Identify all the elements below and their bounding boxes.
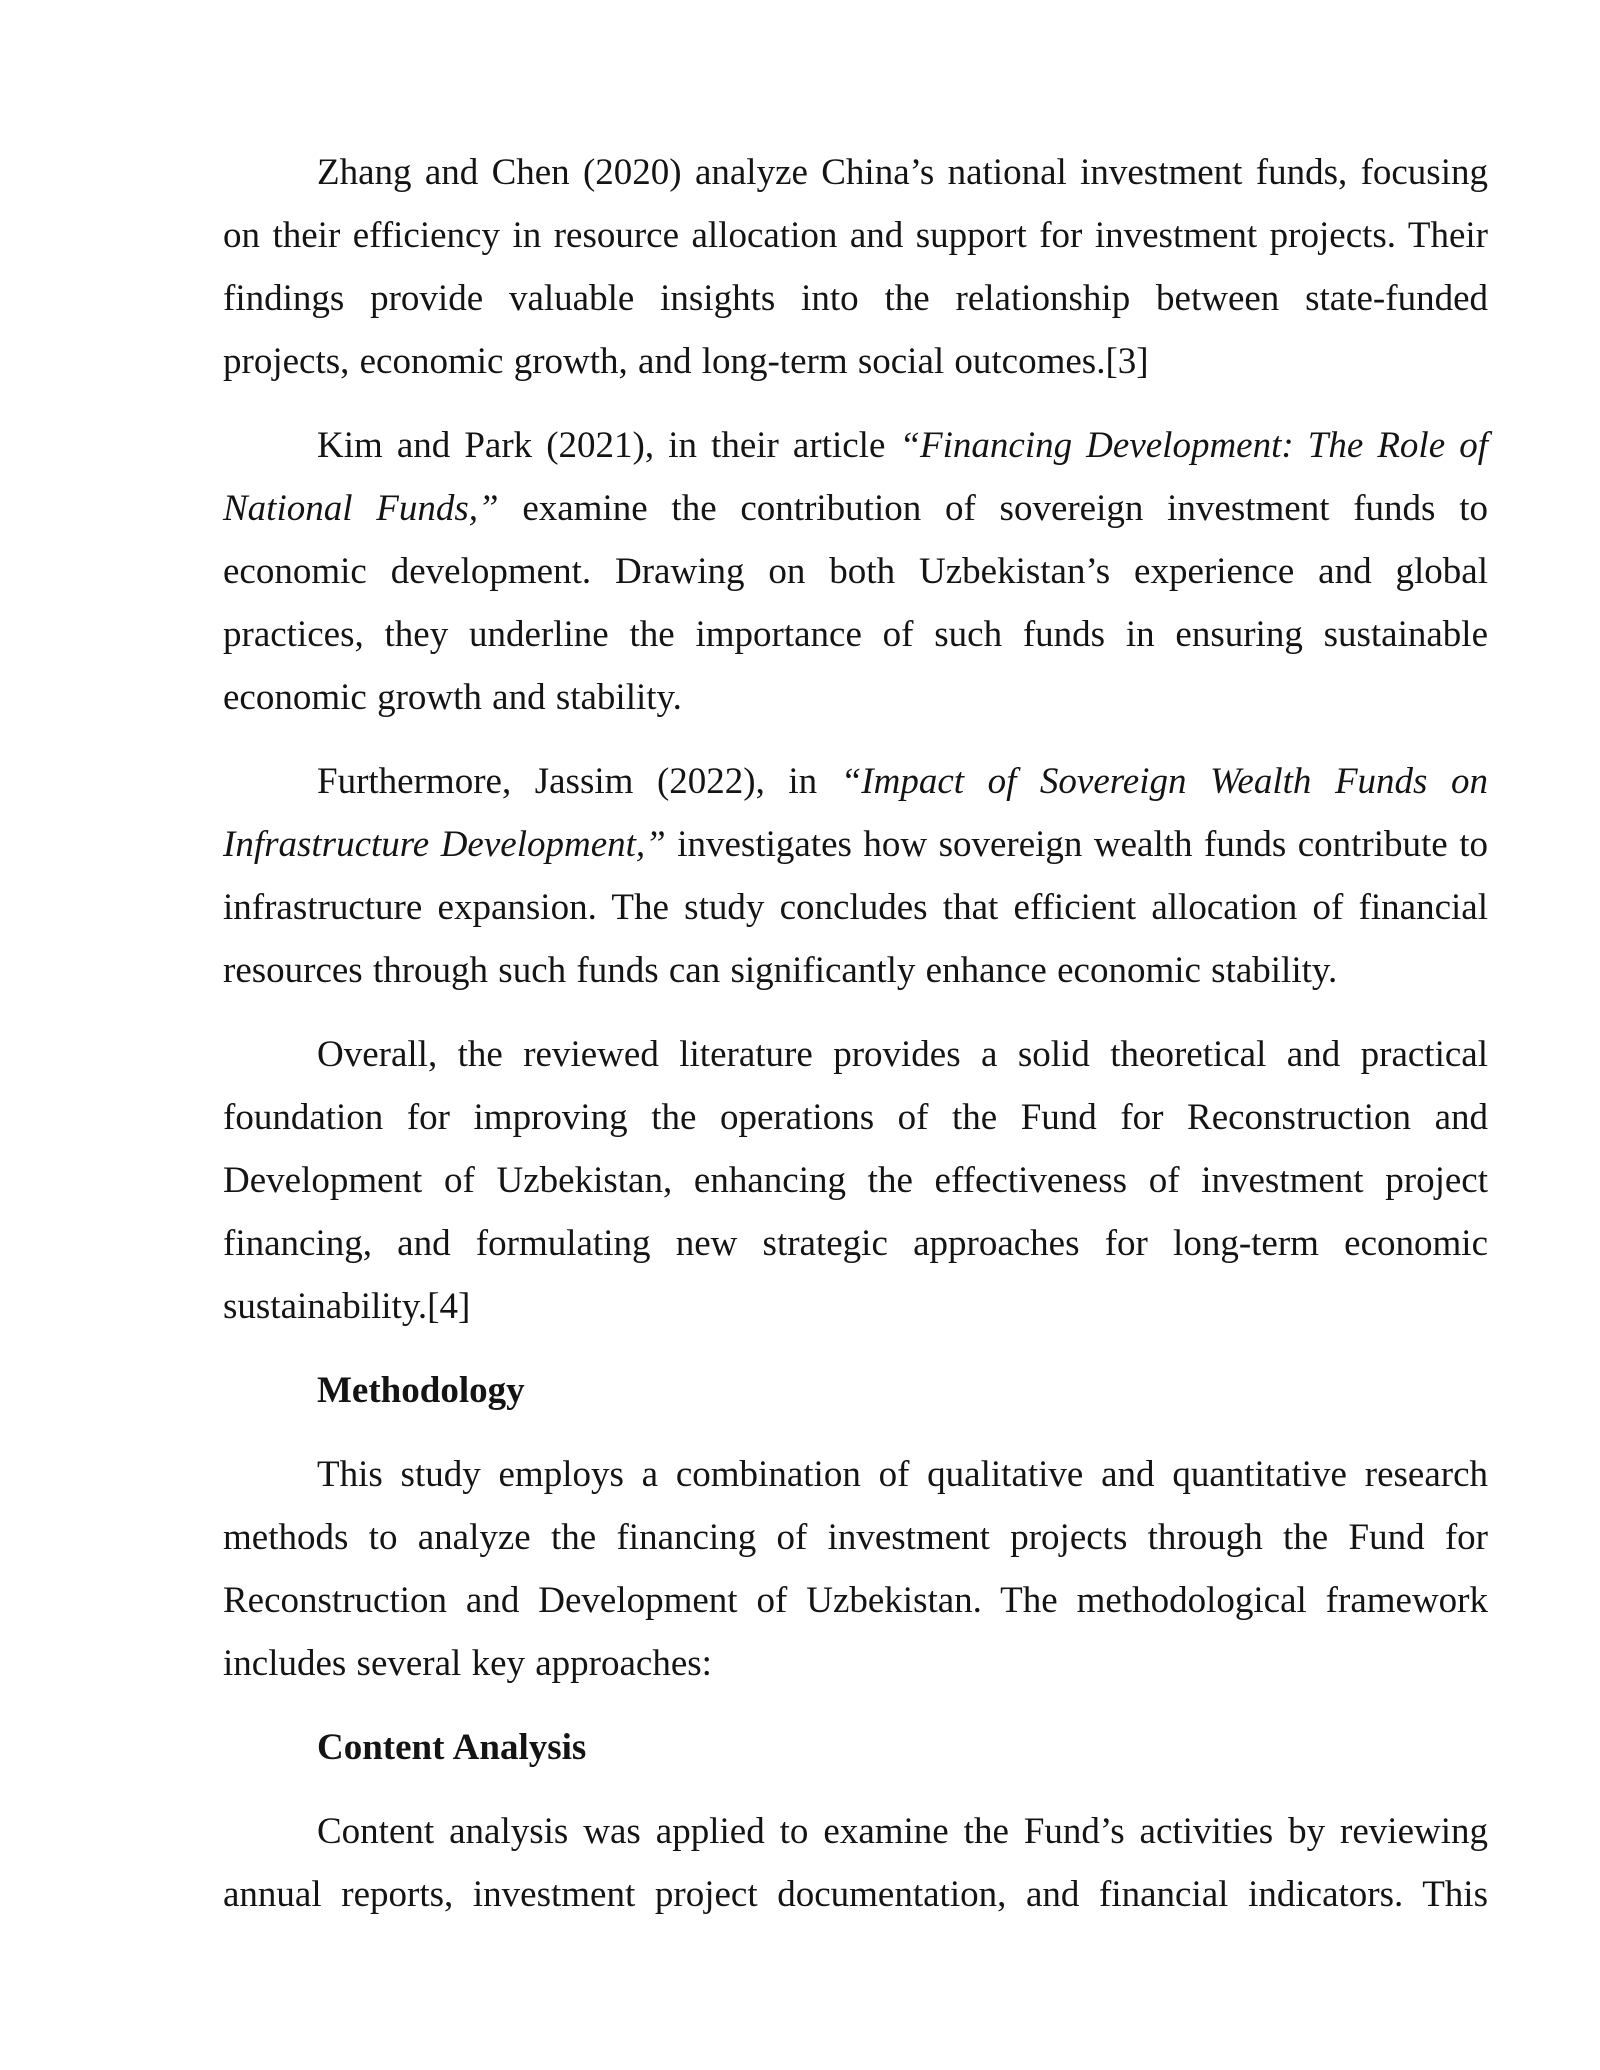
text-run: investigates how sovereign wealth funds contribute to infrastructure expansion. The study concludes that efficient allocation of financial resources through such funds can significantly enhance economic stability. bbox=[223, 824, 1488, 991]
text-run: Kim and Park (2021), in their article bbox=[317, 425, 900, 466]
document-body bbox=[223, 141, 1488, 1926]
text-run: Content analysis was applied to examine the Fund’s activities by reviewing annual reports, investment project documentation, and financial indicators. This bbox=[223, 1811, 1488, 1915]
text-run: Furthermore, Jassim (2022), in bbox=[317, 761, 841, 802]
text-run: “Impact of Sovereign Wealth Funds on Infrastructure Development,” bbox=[223, 761, 1488, 865]
paragraph bbox=[223, 1443, 1488, 1695]
text-run: Zhang and Chen (2020) analyze China’s national investment funds, focusing on their efficiency in resource allocation and support for investment projects. Their findings provide valuable insights into the relationship between state-funded projects, economic growth, and long-term social outcomes.[3] bbox=[223, 152, 1488, 382]
text-run: examine the contribution of sovereign investment funds to economic development. Drawing on both Uzbekistan’s experience and global practices, they underline the importance of such funds in ensuring sustainable economic growth and stability. bbox=[223, 488, 1488, 718]
paragraph bbox=[223, 414, 1488, 729]
text-run: This study employs a combination of qualitative and quantitative research methods to analyze the financing of investment projects through the Fund for Reconstruction and Development of Uzbekistan. The methodological framework includes several key approaches: bbox=[223, 1454, 1488, 1684]
text-run: Methodology bbox=[317, 1370, 525, 1411]
text-run: “Financing Development: The Role of National Funds,” bbox=[223, 425, 1488, 529]
text-run: Content Analysis bbox=[317, 1727, 587, 1768]
paragraph bbox=[223, 750, 1488, 1002]
paragraph bbox=[223, 141, 1488, 393]
paragraph bbox=[223, 1800, 1488, 1926]
paragraph bbox=[223, 1023, 1488, 1338]
text-run: Overall, the reviewed literature provides a solid theoretical and practical foundation for improving the operations of the Fund for Reconstruction and Development of Uzbekistan, enhancing the effectiveness of investment project financing, and formulating new strategic approaches for long-term economic sustainability.[4] bbox=[223, 1034, 1488, 1327]
section-heading bbox=[223, 1716, 1488, 1779]
section-heading bbox=[223, 1359, 1488, 1422]
